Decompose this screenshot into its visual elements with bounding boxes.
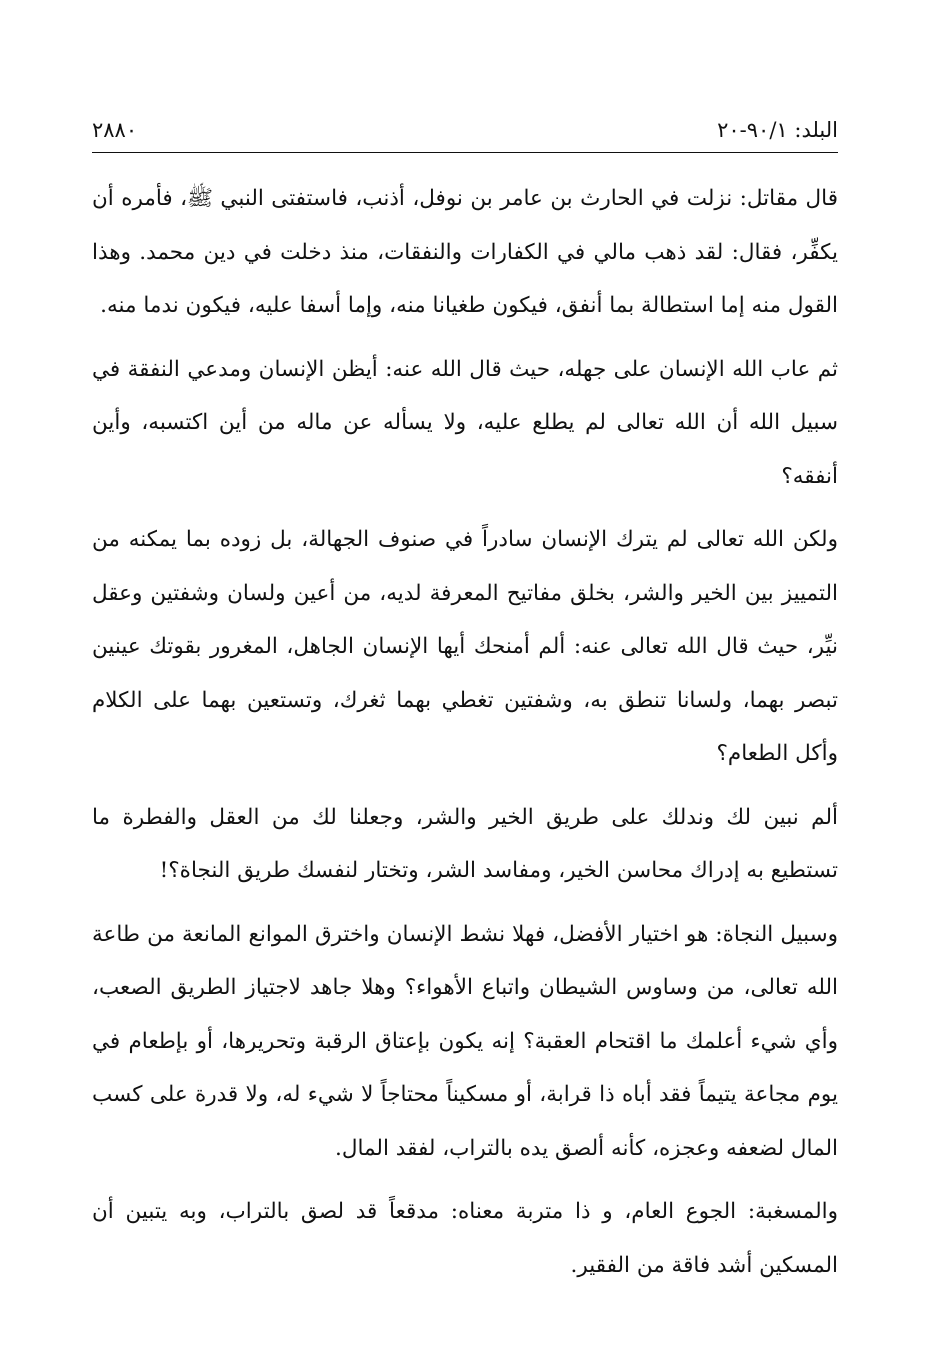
running-header xyxy=(92,112,838,152)
chapter-reference: البلد: ٩٠/١-٢٠ xyxy=(717,118,838,142)
paragraph-ignorance: ثم عاب الله الإنسان على جهله، حيث قال الله عنه: أيظن الإنسان ومدعي النفقة في سبيل الله أن الله تعالى لم يطلع عليه، ولا يسأله عن ماله من أين اكتسبه، وأين أنفقه؟ xyxy=(92,356,838,489)
header-divider xyxy=(92,152,838,153)
body-text xyxy=(92,172,838,1292)
paragraph-guidance: ألم نبين لك وندلك على طريق الخير والشر، وجعلنا لك من العقل والفطرة ما تستطيع به إدراك محاسن الخير، ومفاسد الشر، وتختار لنفسك طريق النجاة؟! xyxy=(92,804,838,883)
paragraph-definitions: والمسغبة: الجوع العام، و ذا متربة معناه: مدقعاً قد لصق بالتراب، وبه يتبين أن المسكين أشد فاقة من الفقير. xyxy=(92,1199,838,1278)
page-number: ٢٨٨٠ xyxy=(92,118,138,142)
paragraph-path-of-salvation: وسبيل النجاة: هو اختيار الأفضل، فهلا نشط الإنسان واخترق الموانع المانعة من طاعة الله تعالى، من وساوس الشيطان واتباع الأهواء؟ وهلا جاهد لاجتياز الطريق الصعب، وأي شيء أعلمك ما اقتحام العقبة؟ إنه يكون بإعتاق الرقبة وتحريرها، أو بإطعام في يوم مجاعة يتيماً فقد أباه ذا قرابة، أو مسكيناً محتاجاً لا شيء له، ولا قدرة على كسب المال لضعفه وعجزه، كأنه ألصق يده بالتراب، لفقد المال. xyxy=(92,921,838,1161)
paragraph-muqatil: قال مقاتل: نزلت في الحارث بن عامر بن نوفل، أذنب، فاستفتى النبي ﷺ، فأمره أن يكفِّر، فقال: لقد ذهب مالي في الكفارات والنفقات، منذ دخلت في دين محمد. وهذا القول منه إما استطالة بما أنفق، فيكون طغيانا منه، وإما أسفا عليه، فيكون ندما منه. xyxy=(92,186,838,318)
paragraph-faculties: ولكن الله تعالى لم يترك الإنسان سادراً في صنوف الجهالة، بل زوده بما يمكنه من التمييز بين الخير والشر، بخلق مفاتيح المعرفة لديه، من أعين ولسان وشفتين وعقل نيِّر، حيث قال الله تعالى عنه: ألم أمنحك أيها الإنسان الجاهل، المغرور بقوتك عينين تبصر بهما، ولسانا تنطق به، وشفتين تغطي بهما ثغرك، وتستعين بهما على الكلام وأكل الطعام؟ xyxy=(92,527,838,766)
